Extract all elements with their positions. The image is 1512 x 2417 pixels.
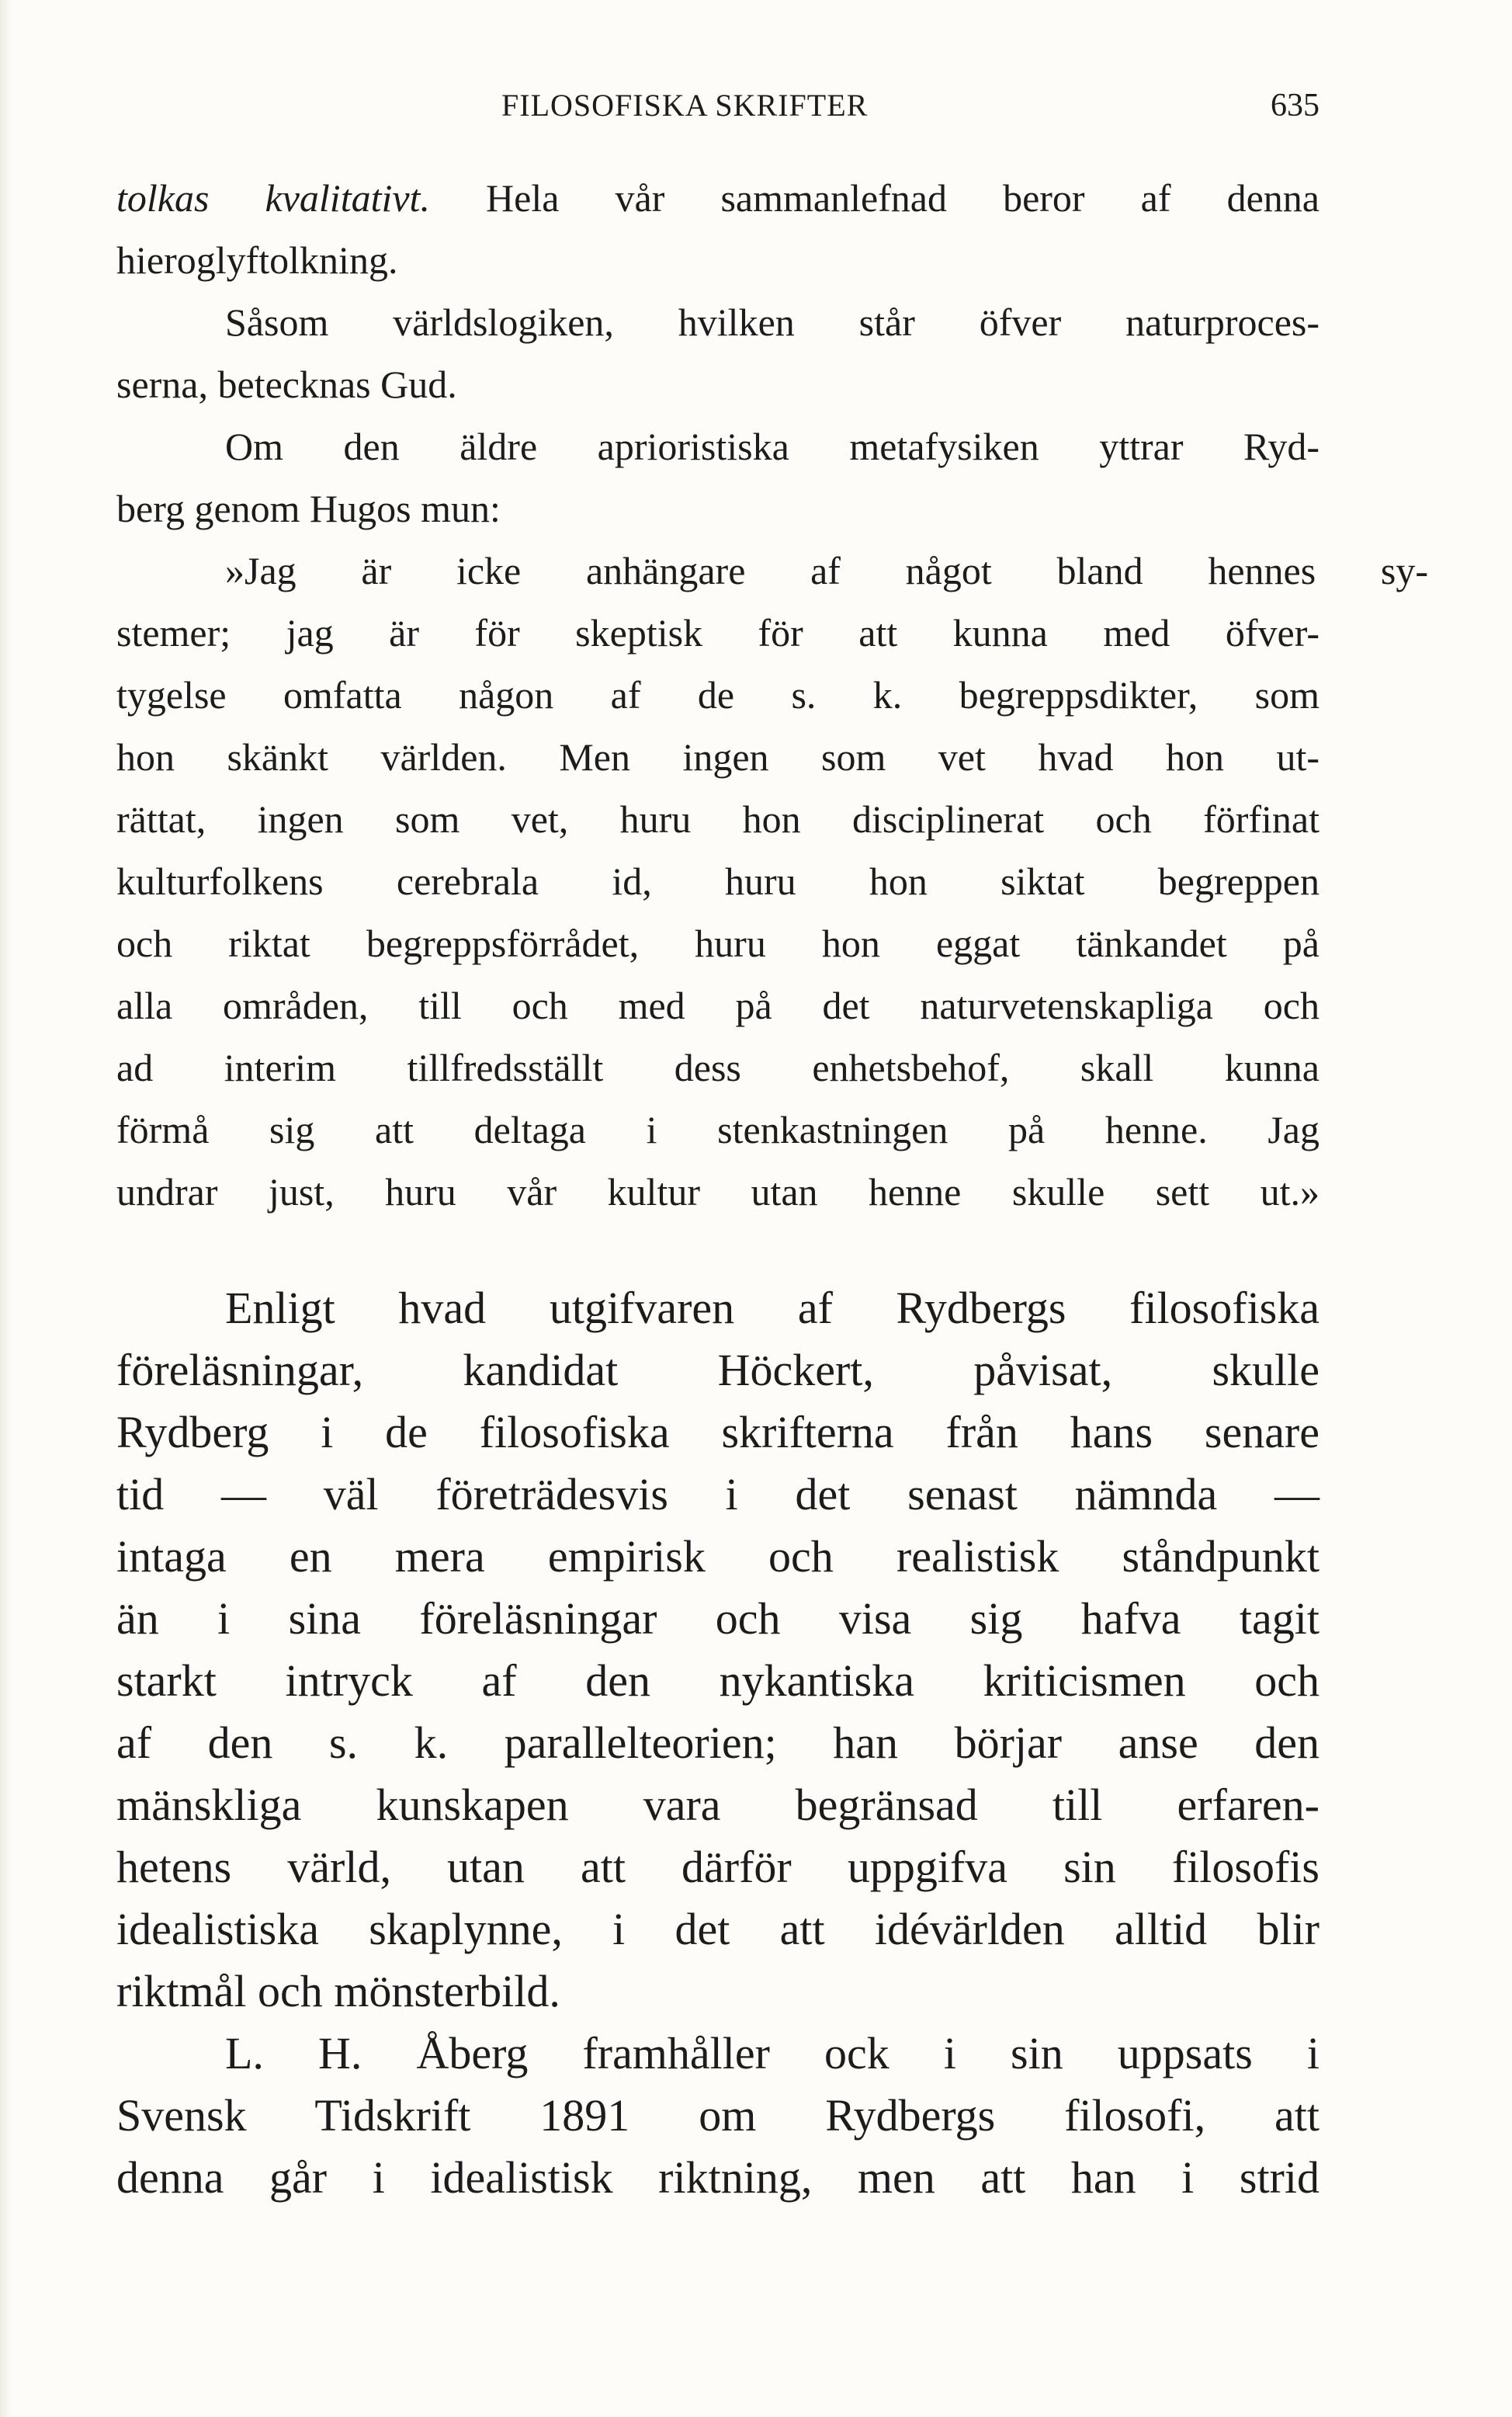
text-line: intaga en mera empirisk och realistisk ståndpunkt bbox=[116, 1531, 1320, 1582]
text-line: stemer; jag är för skeptisk för att kunna med öfver- bbox=[116, 611, 1320, 655]
text-line: starkt intryck af den nykantiska kriticismen och bbox=[116, 1655, 1320, 1706]
text-line: hieroglyftolkning. bbox=[116, 238, 398, 282]
text-line: L. H. Åberg framhåller ock i sin uppsats i bbox=[225, 2028, 1320, 2078]
text-line: undrar just, huru vår kultur utan henne skulle sett ut.» bbox=[116, 1170, 1320, 1214]
text-line: hon skänkt världen. Men ingen som vet hvad hon ut- bbox=[116, 735, 1320, 779]
text-line: rättat, ingen som vet, huru hon disciplinerat och förfinat bbox=[116, 797, 1320, 841]
text-line: berg genom Hugos mun: bbox=[116, 487, 501, 530]
text-line: mänskliga kunskapen vara begränsad till erfaren- bbox=[116, 1780, 1320, 1830]
text-line: Enligt hvad utgifvaren af Rydbergs filosofiska bbox=[225, 1283, 1320, 1333]
page-number: 635 bbox=[1271, 88, 1320, 123]
italic-phrase: tolkas kvalitativt. bbox=[116, 176, 430, 220]
text-line: af den s. k. parallelteorien; han börjar anse den bbox=[116, 1717, 1320, 1768]
text-line: än i sina föreläsningar och visa sig hafva tagit bbox=[116, 1593, 1320, 1644]
text-line bbox=[116, 167, 1320, 229]
text-line: tid — väl företrädesvis i det senast nämnda — bbox=[116, 1469, 1320, 1519]
running-head bbox=[116, 82, 1320, 129]
text-line: riktmål och mönsterbild. bbox=[116, 1966, 560, 2016]
text-line: och riktat begreppsförrådet, huru hon eggat tänkandet på bbox=[116, 922, 1320, 965]
text-line: föreläsningar, kandidat Höckert, påvisat, skulle bbox=[116, 1345, 1320, 1395]
page-edge bbox=[0, 0, 11, 2417]
text-line: tygelse omfatta någon af de s. k. begreppsdikter, som bbox=[116, 673, 1320, 717]
text-line: förmå sig att deltaga i stenkastningen på henne. Jag bbox=[116, 1108, 1320, 1151]
text-line: Svensk Tidskrift 1891 om Rydbergs filosofi, att bbox=[116, 2090, 1320, 2141]
text-line: kulturfolkens cerebrala id, huru hon siktat begreppen bbox=[116, 859, 1320, 903]
text-line: Om den äldre aprioristiska metafysiken yttrar Ryd- bbox=[225, 425, 1320, 468]
text-line: Såsom världslogiken, hvilken står öfver naturproces- bbox=[225, 300, 1320, 344]
text-line: alla områden, till och med på det naturvetenskapliga och bbox=[116, 984, 1320, 1027]
text-run: Hela vår sammanlefnad beror af denna bbox=[429, 176, 1320, 220]
running-head-title: FILOSOFISKA SKRIFTER bbox=[501, 88, 869, 123]
text-line: serna, betecknas Gud. bbox=[116, 363, 457, 406]
text-line: idealistiska skaplynne, i det att idévärlden alltid blir bbox=[116, 1904, 1320, 1954]
text-line: denna går i idealistisk riktning, men att han i strid bbox=[116, 2152, 1320, 2203]
text-line: ad interim tillfredsställt dess enhetsbehof, skall kunna bbox=[116, 1046, 1320, 1089]
text-line: »Jag är icke anhängare af något bland hennes sy- bbox=[225, 549, 1428, 592]
text-line: Rydberg i de filosofiska skrifterna från hans senare bbox=[116, 1407, 1320, 1457]
text-line: hetens värld, utan att därför uppgifva sin filosofis bbox=[116, 1842, 1320, 1892]
